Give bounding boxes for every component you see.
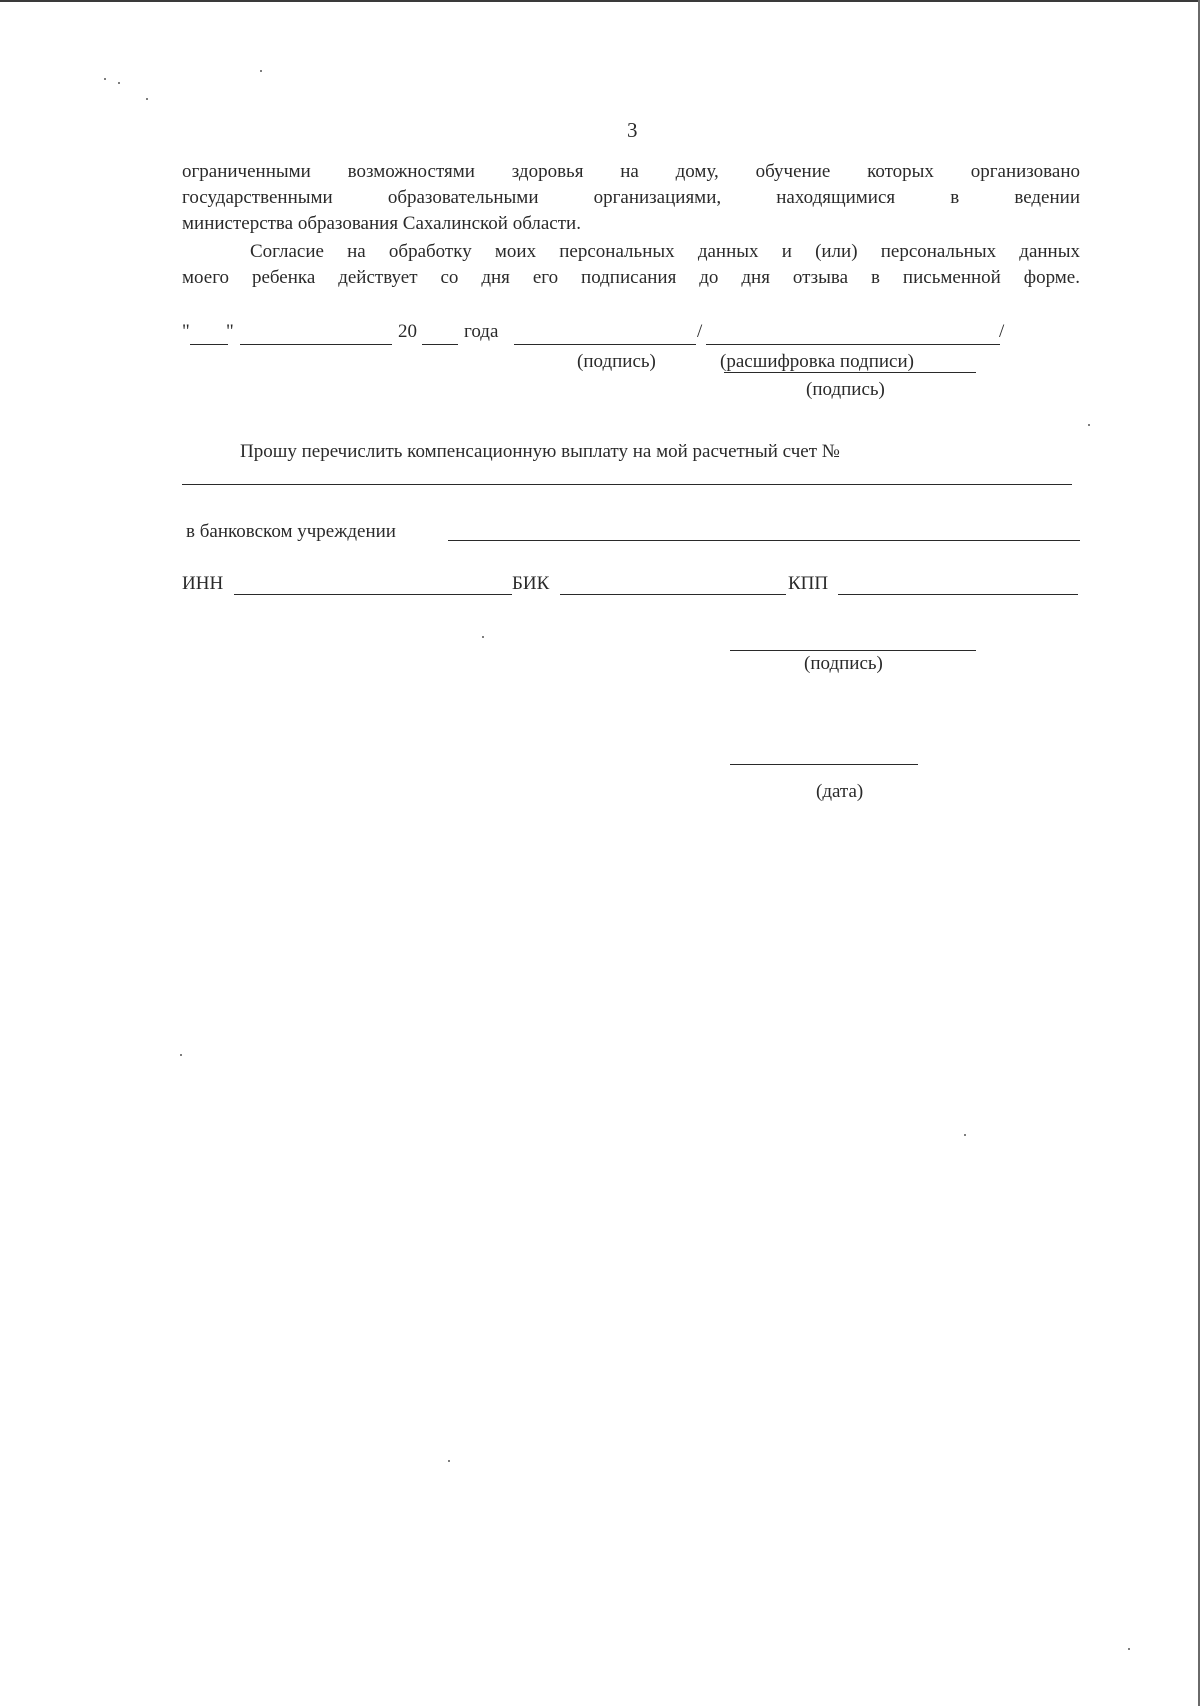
date-caption: (дата): [816, 781, 864, 802]
kpp-label: КПП: [788, 573, 829, 594]
paragraph-line-2: государственными образовательными организациями, находящимися в ведении: [182, 187, 1080, 208]
scan-edge-top: [0, 0, 1200, 2]
kpp-field[interactable]: [838, 594, 1078, 595]
inn-field[interactable]: [234, 594, 512, 595]
scan-speck: [482, 636, 484, 638]
date-close-quote: ": [226, 321, 234, 342]
scan-speck: [180, 1054, 182, 1056]
year-suffix: года: [464, 321, 499, 342]
account-number-field[interactable]: [182, 484, 1072, 485]
bank-label: в банковском учреждении: [186, 521, 396, 542]
signature-caption-1: (подпись): [577, 351, 656, 372]
paragraph-line-3: министерства образования Сахалинской области.: [182, 213, 581, 234]
signature-caption-2: (подпись): [806, 379, 885, 400]
page-number: 3: [627, 118, 638, 142]
bik-field[interactable]: [560, 594, 786, 595]
payment-request-text: Прошу перечислить компенсационную выплату на мой расчетный счет №: [240, 441, 840, 462]
scan-speck: [1088, 424, 1090, 426]
scan-speck: [1128, 1648, 1130, 1650]
slash-separator: /: [697, 321, 703, 342]
year-field[interactable]: [422, 344, 458, 345]
paragraph-line-1: ограниченными возможностями здоровья на дому, обучение которых организовано: [182, 161, 1080, 182]
paragraph-line-4: Согласие на обработку моих персональных данных и (или) персональных данных: [250, 241, 1080, 262]
signature-decoding-field[interactable]: [706, 344, 1000, 345]
signature-caption-3: (подпись): [804, 653, 883, 674]
scan-speck: [260, 70, 262, 72]
month-field[interactable]: [240, 344, 392, 345]
scan-speck: [104, 78, 106, 80]
signature-decoding-caption: (расшифровка подписи): [720, 351, 914, 372]
bank-field[interactable]: [448, 540, 1080, 541]
inn-label: ИНН: [182, 573, 224, 594]
scan-speck: [118, 82, 120, 84]
day-field[interactable]: [190, 344, 228, 345]
signature-field[interactable]: [514, 344, 696, 345]
decoding-underline: [724, 372, 976, 373]
scan-speck: [964, 1134, 966, 1136]
scan-speck: [146, 98, 148, 100]
date-field[interactable]: [730, 764, 918, 765]
bik-label: БИК: [512, 573, 550, 594]
final-signature-field[interactable]: [730, 650, 976, 651]
slash-end: /: [999, 321, 1005, 342]
paragraph-line-5: моего ребенка действует со дня его подписания до дня отзыва в письменной форме.: [182, 267, 1080, 288]
date-open-quote: ": [182, 321, 190, 342]
year-prefix: 20: [398, 321, 417, 342]
scan-speck: [448, 1460, 450, 1462]
